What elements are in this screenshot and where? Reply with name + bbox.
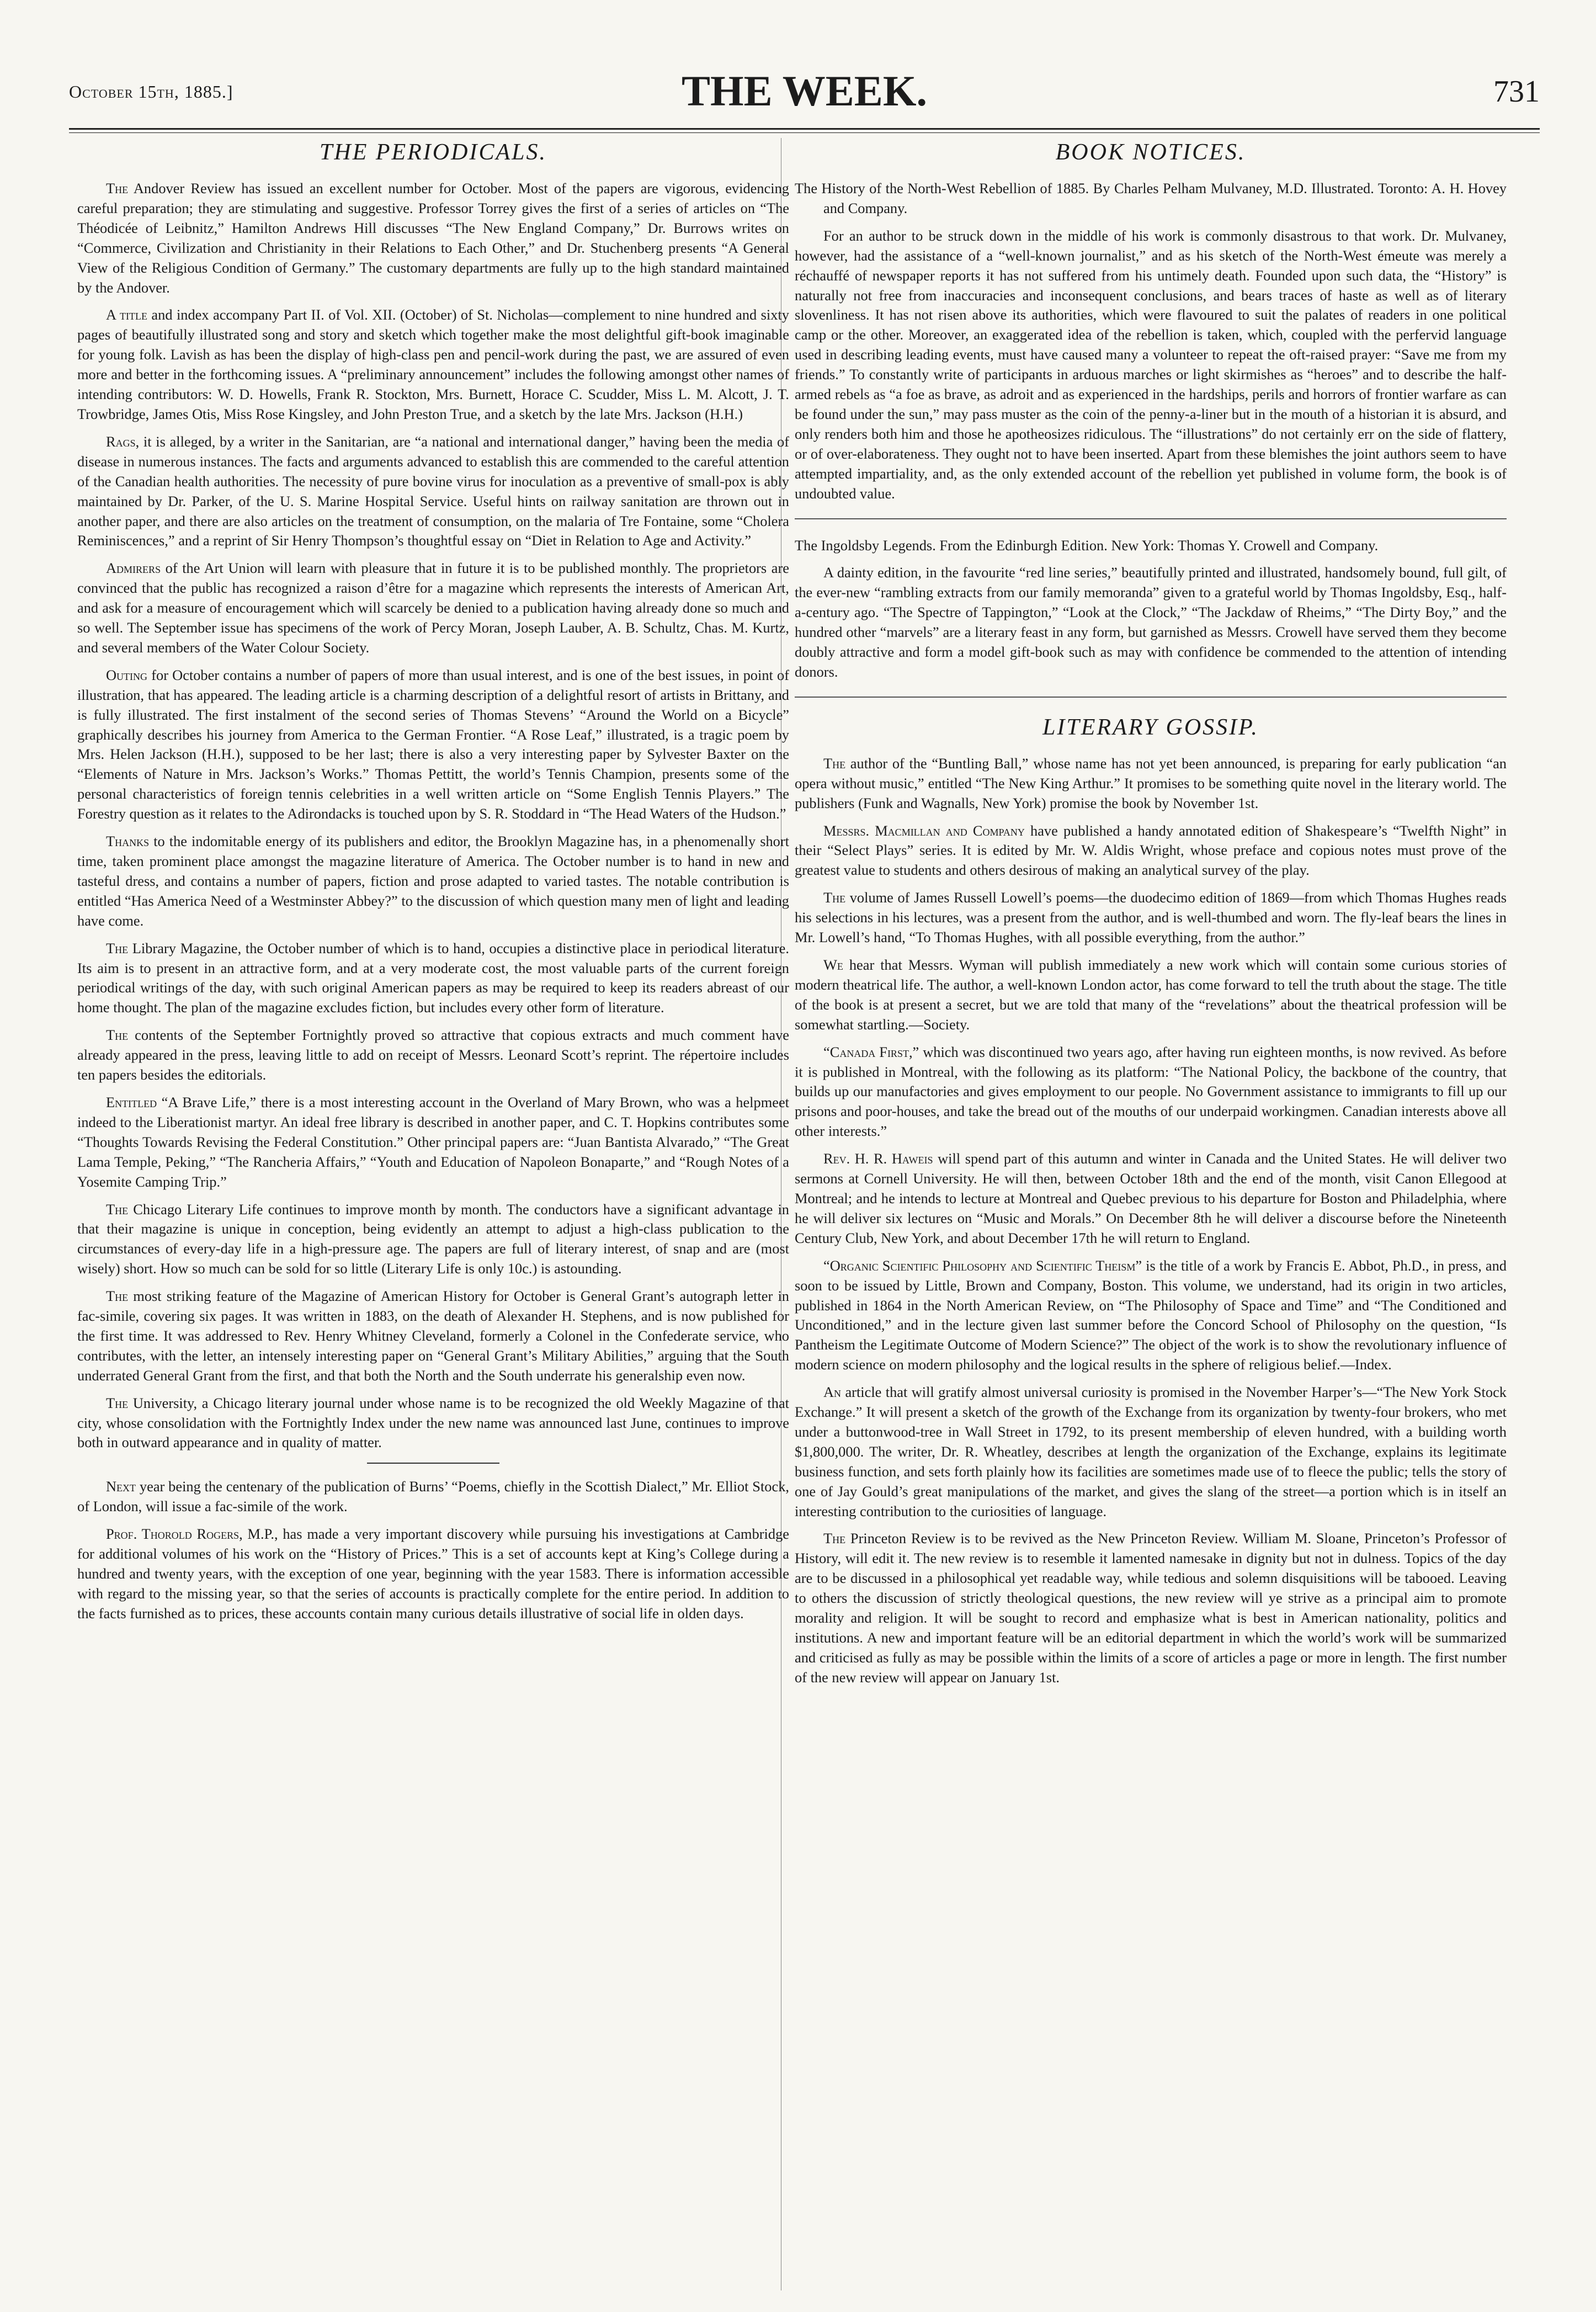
page-header: [69, 66, 1540, 132]
article-paragraph: [795, 955, 1507, 1035]
right-column: [795, 138, 1507, 2296]
paragraph-lead: Next: [106, 1478, 136, 1495]
paragraph-lead: Rev. H. R. Haweis: [823, 1150, 933, 1167]
paragraph-text: Princeton Review is to be revived as the New Princeton Review. William M. Sloane, Princeton’s Professor of History, will edit it. The new review is to resemble it lamented namesake in dignity but not in dulness. Topics of the day are to be discussed in a philosophical yet readable way, while tedious and solemn disquisitions will be tabooed. Leaving to others the discussion of strictly theological questions, the new review will ye strive as a principal aim to promote morality and religion. It will be sought to record and emphasize what is best in American nationality, politics and institutions. A new and important feature will be an editorial department in which the world’s work will be summarized and criticised as fully as may be possible within the limits of a score of articles a page or more in length. The first number of the new review will appear on January 1st.: [795, 1530, 1507, 1686]
book-heading: The Ingoldsby Legends. From the Edinburgh Edition. New York: Thomas Y. Crowell and Company.: [795, 536, 1379, 554]
paragraph-lead: Admirers: [106, 560, 161, 577]
section-title-periodicals: THE PERIODICALS.: [320, 140, 547, 165]
paragraph-lead: The: [106, 180, 129, 196]
article-paragraph: [795, 888, 1507, 948]
article-paragraph: [795, 1383, 1507, 1521]
paragraph-text: “A Brave Life,” there is a most interesting account in the Overland of Mary Brown, who was a helpmeet indeed to the Liberationist martyr. An ideal free library is described in another paper, and C. T. Hopkins contributes some “Thoughts Towards Revising the Federal Constitution.” Other principal papers are: “Juan Bantista Alvarado,” “The Great Lama Temple, Peking,” “The Rancheria Affairs,” “Youth and Education of Napoleon Bonaparte,” and “Rough Notes of a Yosemite Camping Trip.”: [77, 1093, 789, 1190]
paragraph-text: contents of the September Fortnightly proved so attractive that copious extracts and much comment have already appeared in the press, leaving little to add on receipt of Messrs. Leonard Scott’s reprint. The répertoire includes ten papers besides the editorials.: [77, 1027, 789, 1083]
paragraph-text: will spend part of this autumn and winter in Canada and the United States. He will deliver two sermons at Cornell University. He will then, between October 18th and the end of the month, visit Canon Ellegood at Montreal; and he intends to lecture at Montreal and Quebec previous to his departure for Boston and Philadelphia, where he will deliver six lectures on “Music and Morals.” On December 8th he will deliver a discourse before the Nineteenth Century Club, New York, and about December 17th he will return to England.: [795, 1150, 1507, 1246]
article-paragraph: [77, 832, 789, 931]
paragraph-text: for October contains a number of papers of more than usual interest, and is one of the best issues, in point of illustration, that has appeared. The leading article is a charming description of a delightful resort of artists in Brittany, and is fully illustrated. The first instalment of the second series of Thomas Stevens’ “Around the World on a Bicycle” graphically describes his journey from America to the German Frontier. “A Rose Leaf,” illustrated, is a tragic poem by Mrs. Helen Jackson (H.H.), supposed to be her last; there is also a very interesting paper by Sylvester Baxter on the “Elements of Nature in Mrs. Jackson’s Works.” Thomas Pettitt, the world’s Tennis Champion, presents some of the personal characteristics of foreign tennis celebrities in a well written article on “Some English Tennis Players.” The Forestry question as it relates to the Adirondacks is touched upon by S. R. Stoddard in “The Head Waters of the Hudson.”: [77, 666, 789, 822]
article-paragraph: [77, 1025, 789, 1085]
article-paragraph: [77, 1287, 789, 1386]
paragraph-lead: “Organic Scientific Philosophy and Scientific Theism”: [823, 1257, 1142, 1274]
article-paragraph: [77, 559, 789, 658]
left-column: [77, 138, 789, 2296]
review-divider: [795, 518, 1507, 519]
article-paragraph: [77, 666, 789, 824]
article-paragraph: [795, 1529, 1507, 1687]
article-paragraph: [77, 1200, 789, 1279]
paragraph-lead: The: [823, 754, 846, 772]
paragraph-lead: Messrs. Macmillan and Company: [823, 822, 1025, 839]
paragraph-lead: Thanks: [106, 833, 150, 850]
paragraph-lead: The: [106, 939, 129, 956]
issue-date: October 15th, 1885.]: [69, 82, 233, 102]
paragraph-text: and index accompany Part II. of Vol. XII. (October) of St. Nicholas—complement to nine hundred and sixty pages of beautifully illustrated song and story and sketch which together make the most delightful gift-book imaginable for young folk. Lavish as has been the display of high-class pen and pencil-work during the past, we are assured of even more and better in the forthcoming issues. A “preliminary announcement” includes the following amongst other names of intending contributors: W. D. Howells, Frank R. Stockton, Mrs. Burnett, Horace C. Scudder, Miss L. M. Alcott, J. T. Trowbridge, James Otis, Miss Rose Kingsley, and John Preston True, and a sketch by the late Mrs. Jackson (H.H.): [77, 306, 789, 422]
paragraph-text: which was discontinued two years ago, after having run eighteen months, is now revived. As before it is published in Montreal, with the following as its platform: “The National Policy, the backbone of the country, that builds up our manufactories and gives employment to our people. No Government assistance to immigrants to fill up our prisons and poor-houses, and take the bread out of the mouths of our underpaid workingmen. Canadian interests above all other interests.”: [795, 1043, 1507, 1140]
masthead-title: THE WEEK.: [681, 67, 928, 115]
book-review: For an author to be struck down in the middle of his work is commonly disastrous to that work. Dr. Mulvaney, however, had the assistance of a “well-known journalist,” and as his sketch of the North-West émeute was merely a réchauffé of newspaper reports it has not suffered from his untimely death. Founded upon such data, the “History” is naturally not free from inaccuracies and inconsequent conclusions, and bears traces of haste as well as of literary slovenliness. It has not risen above its authorities, which were flavoured to suit the palates of readers in one political camp or the other. Moreover, an exaggerated idea of the rebellion is taken, which, coupled with the perfervid language used in describing leading events, must have caused many a volunteer to repeat the oft-raised prayer: “Save me from my friends.” To constantly write of participants in arduous marches or light skirmishes as “heroes” and to describe the half-armed rebels as “a foe as brave, as adroit and as experienced in the hardships, perils and horrors of frontier warfare as can be found under the sun,” may pass muster as the coin of the penny-a-liner but in the mouth of a historian it is absurd, and only renders both him and those he apotheosizes ridiculous. The “illustrations” do not certainly err on the side of flattery, or of over-elaborateness. They ought not to have been inserted. Apart from these blemishes the joint authors seem to have attempted impartiality, and, as the only extended account of the rebellion yet published in volume form, the book is of undoubted value.: [795, 227, 1507, 502]
article-paragraph: [77, 1093, 789, 1192]
paragraph-text: have published a handy annotated edition of Shakespeare’s “Twelfth Night” in their “Select Plays” series. It is edited by Mr. W. Aldis Wright, whose preface and copious notes must prove of the greatest value to students and others desirous of making an analytical survey of the play.: [795, 822, 1507, 879]
header-rule: [69, 128, 1540, 130]
section-divider: [795, 697, 1507, 698]
article-paragraph: [77, 179, 789, 297]
paragraph-lead: A title: [106, 306, 147, 323]
paragraph-text: Library Magazine, the October number of which is to hand, occupies a distinctive place in periodical literature. Its aim is to present in an attractive form, and at a very moderate cost, the most valuable parts of the current foreign periodical writings of the day, with such original American papers as may be required to keep its readers abreast of our home thought. The plan of the magazine excludes fiction, but includes every other form of literature.: [77, 939, 789, 1016]
paragraph-text: M.P., has made a very important discovery while pursuing his investigations at Cambridge for additional volumes of his work on the “History of Prices.” This is a set of accounts kept at King’s College during a hundred and twenty years, with the exception of one year, beginning with the year 1583. There is information accessible with regard to the missing year, so that the series of accounts is practically complete for the entire period. In addition to the facts furnished as to prices, these accounts contain many curious details illustrative of social life in olden days.: [77, 1526, 789, 1622]
paragraph-lead: We: [823, 956, 843, 973]
paragraph-lead: The: [823, 1530, 846, 1547]
book-heading: The History of the North-West Rebellion of 1885. By Charles Pelham Mulvaney, M.D. Illustrated. Toronto: A. H. Hovey and Company.: [795, 180, 1507, 216]
paragraph-text: Andover Review has issued an excellent number for October. Most of the papers are vigorous, evidencing careful preparation; they are stimulating and suggestive. Professor Torrey gives the first of a series of articles on “The Théodicée of Leibnitz,” Hamilton Andrews Hill discusses “The New England Company,” Dr. Burrows writes on “Commerce, Civilization and Christianity in their Relations to Each Other,” and Dr. Stuchenberg presents “A General View of the Religious Condition of Germany.” The customary departments are fully up to the high standard maintained by the Andover.: [77, 180, 789, 296]
paragraph-text: it is alleged, by a writer in the Sanitarian, are “a national and international danger,” having been the media of disease in numerous instances. The facts and arguments advanced to establish this are commended to the careful attention of the Canadian health authorities. The necessity of pure bovine virus for inoculation as a preventive of small-pox is ably maintained by Dr. Parker, of the U. S. Marine Hospital Service. Useful hints on railway sanitation are thrown out in another paper, and there are also articles on the treatment of consumption, on the malaria of Tre Fontaine, some “Cholera Reminiscences,” and a reprint of Sir Henry Thompson’s thoughtful essay on “Diet in Relation to Age and Activity.”: [77, 433, 789, 549]
article-paragraph: [77, 1394, 789, 1453]
periodicals-notes: [77, 1477, 789, 1623]
article-paragraph: [77, 1524, 789, 1624]
article-paragraph: [77, 939, 789, 1018]
article-paragraph: [795, 821, 1507, 881]
page-number: 731: [1493, 75, 1540, 109]
section-divider: [367, 1463, 499, 1464]
section-title-literary-gossip: LITERARY GOSSIP.: [1042, 714, 1259, 740]
paragraph-text: is the title of a work by Francis E. Abbot, Ph.D., in press, and soon to be issued by Little, Brown and Company, Boston. This volume, we understand, had its origin in two articles, published in 1864 in the North American Review, on “The Philosophy of Space and Time” and “The Conditioned and Unconditioned,” and in the lecture given last summer before the Concord School of Philosophy on the question, “Is Pantheism the Legitimate Outcome of Modern Science?” The object of the work is to show the revolutionary influence of modern science on modern philosophy and the logical results in the sphere of religious belief.—Index.: [795, 1257, 1507, 1373]
paragraph-lead: Prof. Thorold Rogers,: [106, 1526, 243, 1543]
paragraph-text: volume of James Russell Lowell’s poems—the duodecimo edition of 1869—from which Thomas Hughes reads his selections in his lectures, was a present from the author, and is well-thumbed and worn. The fly-leaf bears the lines in Mr. Lowell’s hand, “To Thomas Hughes, with all possible everything, from the author.”: [795, 889, 1507, 946]
article-paragraph: [77, 305, 789, 424]
gossip-items: [795, 754, 1507, 1688]
paragraph-text: Chicago Literary Life continues to improve month by month. The conductors have a significant advantage in that their magazine is unique in conception, being evidently an attempt to adjust a high-class publication to the circumstances of every-day life in a high-pressure age. The papers are full of literary interest, of snap and are (most wisely) short. How so much can be sold for so little (Literary Life is only 10c.) is astounding.: [77, 1200, 789, 1277]
paragraph-lead: Outing: [106, 666, 148, 683]
paragraph-lead: The: [106, 1027, 129, 1044]
article-paragraph: [795, 1043, 1507, 1142]
section-title-book-notices: BOOK NOTICES.: [1055, 140, 1246, 165]
paragraph-lead: Entitled: [106, 1093, 157, 1110]
paragraph-text: hear that Messrs. Wyman will publish immediately a new work which will contain some curious stories of modern theatrical life. The author, a well-known London actor, has come forward to tell the truth about the stage. The title of the book is at present a secret, but we are told that many of the “revelations” about the theatrical profession will be somewhat startling.—Society.: [795, 956, 1507, 1033]
paragraph-text: year being the centenary of the publication of Burns’ “Poems, chiefly in the Scottish Dialect,” Mr. Elliot Stock, of London, will issue a fac-simile of the work.: [77, 1478, 789, 1515]
periodicals-articles: [77, 179, 789, 1453]
article-paragraph: [795, 1149, 1507, 1248]
book-review: A dainty edition, in the favourite “red line series,” beautifully printed and illustrated, handsomely bound, full gilt, of the ever-new “rambling extracts from our family memoranda” given to a grateful world by Thomas Ingoldsby, Esq., half-a-century ago. “The Spectre of Tappington,” “Look at the Clock,” “The Jackdaw of Rheims,” “The Dirty Boy,” and the hundred other “marvels” are a literary feast in any form, but garnished as Messrs. Crowell have served them they become doubly attractive and form a model gift-book such as may with confidence be commended to the attention of intending donors.: [795, 564, 1507, 680]
article-paragraph: [77, 432, 789, 551]
header-rule-thin: [69, 132, 1540, 133]
paragraph-lead: The: [823, 889, 846, 906]
article-paragraph: [795, 1256, 1507, 1375]
paragraph-text: University, a Chicago literary journal under whose name is to be recognized the old Weekly Magazine of that city, whose consolidation with the Fortnightly Index under the new name was announced last June, continues to improve both in outward appearance and in quality of matter.: [77, 1394, 789, 1451]
paragraph-lead: An: [823, 1384, 842, 1401]
paragraph-text: most striking feature of the Magazine of American History for October is General Grant’s autograph letter in fac-simile, covering six pages. It was written in 1883, on the death of Alexander H. Stephens, and is now published for the first time. It was addressed to Rev. Henry Whitney Cleveland, formerly a Colonel in the Confederate service, who contributes, with the letter, an intensely interesting paper on “General Grant’s Military Abilities,” arguing that the South underrated General Grant from the first, and that both the North and the South underrate his generalship even now.: [77, 1288, 789, 1384]
paragraph-text: of the Art Union will learn with pleasure that in future it is to be published monthly. The proprietors are convinced that the public has recognized a raison d’être for a magazine which represents the interests of American Art, and ask for a measure of encouragement which will scarcely be denied to a publication having already done so much and so well. The September issue has specimens of the work of Percy Moran, Joseph Lauber, A. B. Schultz, Chas. M. Kurtz, and several members of the Water Colour Society.: [77, 560, 789, 656]
paragraph-text: author of the “Buntling Ball,” whose name has not yet been announced, is preparing for early publication “an opera without music,” entitled “The New King Arthur.” It promises to be something quite novel in the literary world. The publishers (Funk and Wagnalls, New York) promise the book by November 1st.: [795, 754, 1507, 811]
article-paragraph: [77, 1477, 789, 1517]
paragraph-lead: Rags,: [106, 433, 140, 450]
paragraph-lead: “Canada First,”: [823, 1043, 919, 1060]
paragraph-lead: The: [106, 1394, 129, 1411]
paragraph-lead: The: [106, 1288, 129, 1305]
paragraph-text: article that will gratify almost universal curiosity is promised in the November Harper’s—“The New York Stock Exchange.” It will present a sketch of the growth of the Exchange from its organization by twenty-four brokers, who met under a buttonwood-tree in Wall Street in 1792, to its present membership of eleven hundred, with a building worth $1,800,000. The writer, Dr. R. Wheatley, describes at length the organization of the Exchange, explains its legitimate business function, and sets forth plainly how its facilities are sometimes made use of to fleece the public; tells the story of one of Jay Gould’s great manipulations of the market, and gives the slang of the street—a portion which is in itself an interesting contribution to the curiosities of language.: [795, 1384, 1507, 1519]
article-paragraph: [795, 754, 1507, 814]
paragraph-lead: The: [106, 1200, 129, 1218]
paragraph-text: to the indomitable energy of its publishers and editor, the Brooklyn Magazine has, in a phenomenally short time, taken prominent place amongst the magazine literature of America. The October number is to hand in new and tasteful dress, and contains a number of papers, fiction and prose adapted to varied tastes. The notable contribution is entitled “Has America Need of a Westminster Abbey?” to the discussion of which question many men of light and leading have come.: [77, 833, 789, 929]
